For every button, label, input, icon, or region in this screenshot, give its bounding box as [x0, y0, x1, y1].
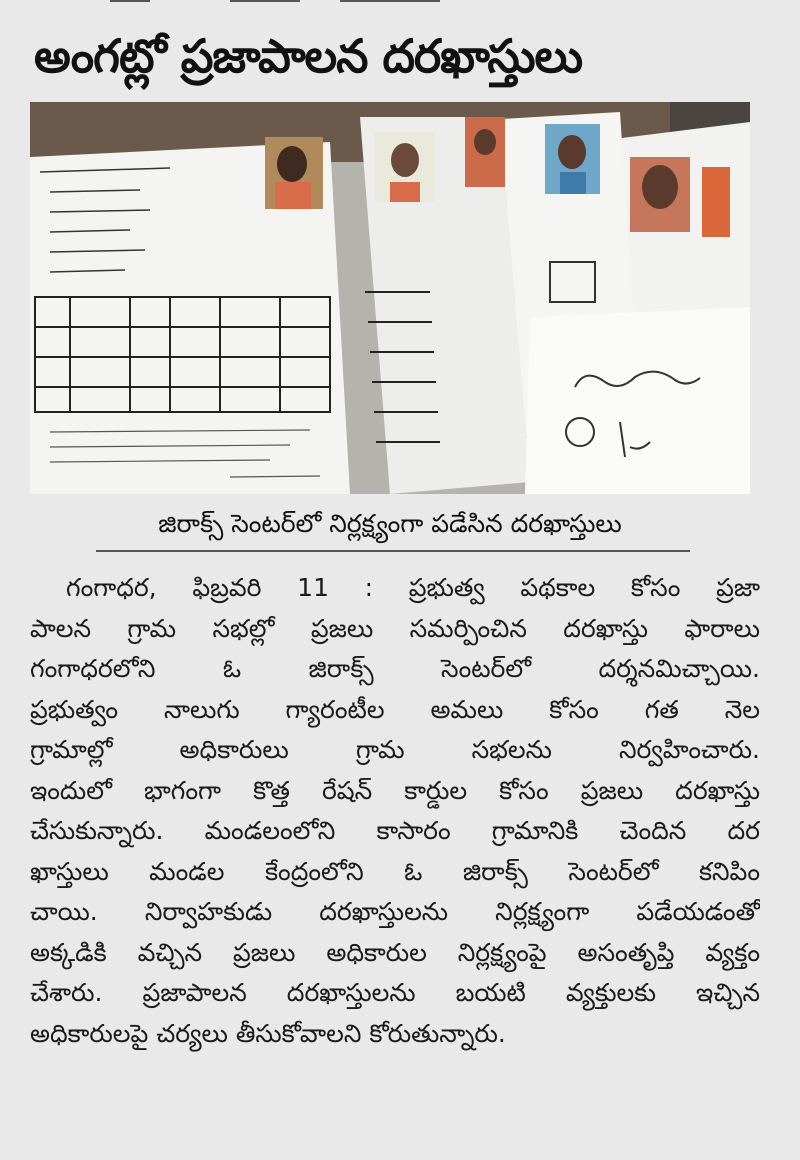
scattered-application-forms-image: [30, 102, 750, 494]
article-photo: [30, 102, 750, 494]
article-line: గంగాధర, ఫిబ్రవరి 11 : ప్రభుత్వ పథకాల కోసం ప్రజా: [66, 573, 760, 602]
article-line: ఖాస్తులు మండల కేంద్రంలోని ఓ జిరాక్స్ సెంటర్‌లో కనిపిం: [30, 856, 760, 886]
article-line: చాయి. నిర్వాహకుడు దరఖాస్తులను నిర్లక్ష్యంగా పడేయడంతో: [30, 897, 760, 926]
article-line: పాలన గ్రామ సభల్లో ప్రజలు సమర్పించిన దరఖాస్తు ఫారాలు: [30, 613, 760, 643]
form-sheet-left: [30, 137, 350, 494]
photo-caption: జిరాక్స్ సెంటర్‌లో నిర్లక్ష్యంగా పడేసిన దరఖాస్తులు: [158, 509, 622, 538]
article-headline: అంగట్లో ప్రజాపాలన దరఖాస్తులు: [34, 29, 583, 83]
article-line: ఇందులో భాగంగా కొత్త రేషన్ కార్డుల కోసం ప్రజలు దరఖాస్తు: [30, 775, 760, 805]
article-line: చేశారు. ప్రజాపాలన దరఖాస్తులను బయటి వ్యక్తులకు ఇచ్చిన: [30, 978, 760, 1007]
article-line: గంగాధరలోని ఓ జిరాక్స్ సెంటర్‌లో దర్శనమిచ్చాయి.: [30, 654, 760, 683]
cropped-text-fragment: [110, 0, 440, 4]
caption-divider: [96, 550, 690, 552]
article-line: చేసుకున్నారు. మండలంలోని కాసారం గ్రామానికి చెందిన దర: [30, 816, 760, 845]
handwritten-note-sheet: [525, 307, 750, 494]
article-line: అక్కడికి వచ్చిన ప్రజలు అధికారుల నిర్లక్ష్యంపై అసంతృప్తి వ్యక్తం: [30, 937, 760, 967]
article-line: అధికారులపై చర్యలు తీసుకోవాలని కోరుతున్నారు.: [30, 1018, 506, 1048]
article-body: [30, 568, 760, 1054]
article-line: గ్రామాల్లో అధికారులు గ్రామ సభలను నిర్వహించారు.: [30, 735, 760, 764]
cropped-previous-headline: [0, 0, 800, 16]
article-line: ప్రభుత్వం నాలుగు గ్యారంటీల అమలు కోసం గత నెల: [30, 694, 760, 724]
